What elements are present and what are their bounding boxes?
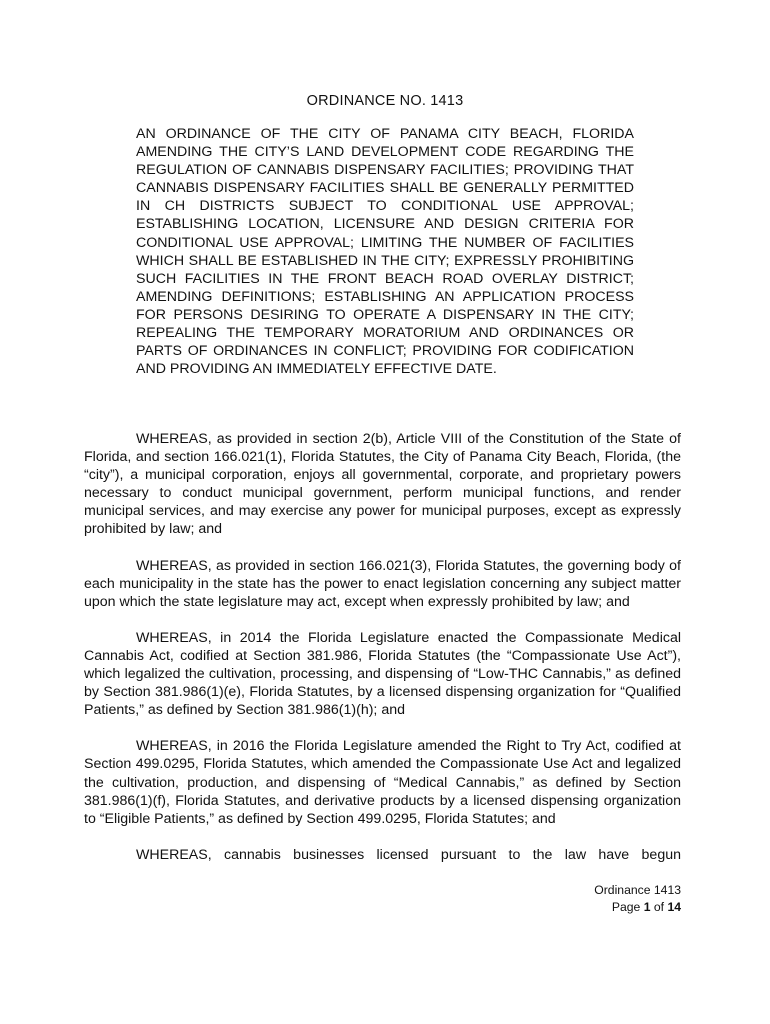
whereas-paragraph: WHEREAS, as provided in section 2(b), Article VIII of the Constitution of the State of Florida, and section 166.021(1), Florida Statutes, the City of Panama City Beach, Florida, (the “city”), a municipal corporation, enjoys all governmental, corporate, and proprietary powers necessary to conduct municipal government, perform municipal functions, and render municipal services, and may exercise any power for municipal purposes, except as expressly prohibited by law; and [84,431,681,538]
page-of: of [653,900,665,914]
whereas-paragraph: WHEREAS, as provided in section 166.021(3), Florida Statutes, the governing body of each municipality in the state has the power to enact legislation concerning any subject matter upon which the state legislature may act, except when expressly prohibited by law; and [84,557,681,610]
ordinance-abstract: AN ORDINANCE OF THE CITY OF PANAMA CITY BEACH, FLORIDA AMENDING THE CITY’S LAND DEVELOPMENT CODE REGARDING THE REGULATION OF CANNABIS DISPENSARY FACILITIES; PROVIDING THAT CANNABIS DISPENSARY FACILITIES SHALL BE GENERALLY PERMITTED IN CH DISTRICTS SUBJECT TO CONDITIONAL USE APPROVAL; ESTABLISHING LOCATION, LICENSURE AND DESIGN CRITERIA FOR CONDITIONAL USE APPROVAL; LIMITING THE NUMBER OF FACILITIES WHICH SHALL BE ESTABLISHED IN THE CITY; EXPRESSLY PROHIBITING SUCH FACILITIES IN THE FRONT BEACH ROAD OVERLAY DISTRICT; AMENDING DEFINITIONS; ESTABLISHING AN APPLICATION PROCESS FOR PERSONS DESIRING TO OPERATE A DISPENSARY IN THE CITY; REPEALING THE TEMPORARY MORATORIUM AND ORDINANCES OR PARTS OF ORDINANCES IN CONFLICT; PROVIDING FOR CODIFICATION AND PROVIDING AN IMMEDIATELY EFFECTIVE DATE. [136,126,634,378]
whereas-paragraph: WHEREAS, in 2014 the Florida Legislature enacted the Compassionate Medical Cannabis Act, codified at Section 381.986, Florida Statutes (the “Compassionate Use Act”), which legalized the cultivation, processing, and dispensing of “Low-THC Cannabis,” as defined by Section 381.986(1)(e), Florida Statutes, by a licensed dispensing organization for “Qualified Patients,” as defined by Section 381.986(1)(h); and [84,629,681,719]
page-number [594,899,681,916]
whereas-paragraph: WHEREAS, cannabis businesses licensed pursuant to the law have begun [136,846,681,863]
page-total: 14 [667,900,681,914]
page-current: 1 [643,900,651,914]
ordinance-title: ORDINANCE NO. 1413 [306,93,464,109]
ordinance-body [84,430,681,864]
page-word: Page [611,900,641,914]
page-footer [594,882,681,916]
whereas-paragraph: WHEREAS, in 2016 the Florida Legislature amended the Right to Try Act, codified at Section 499.0295, Florida Statutes, which amended the Compassionate Use Act and legalized the cultivation, production, and dispensing of “Medical Cannabis,” as defined by Section 381.986(1)(f), Florida Statutes, and derivative products by a licensed dispensing organization to “Eligible Patients,” as defined by Section 499.0295, Florida Statutes; and [84,738,681,827]
footer-ordinance-label: Ordinance 1413 [594,883,681,897]
